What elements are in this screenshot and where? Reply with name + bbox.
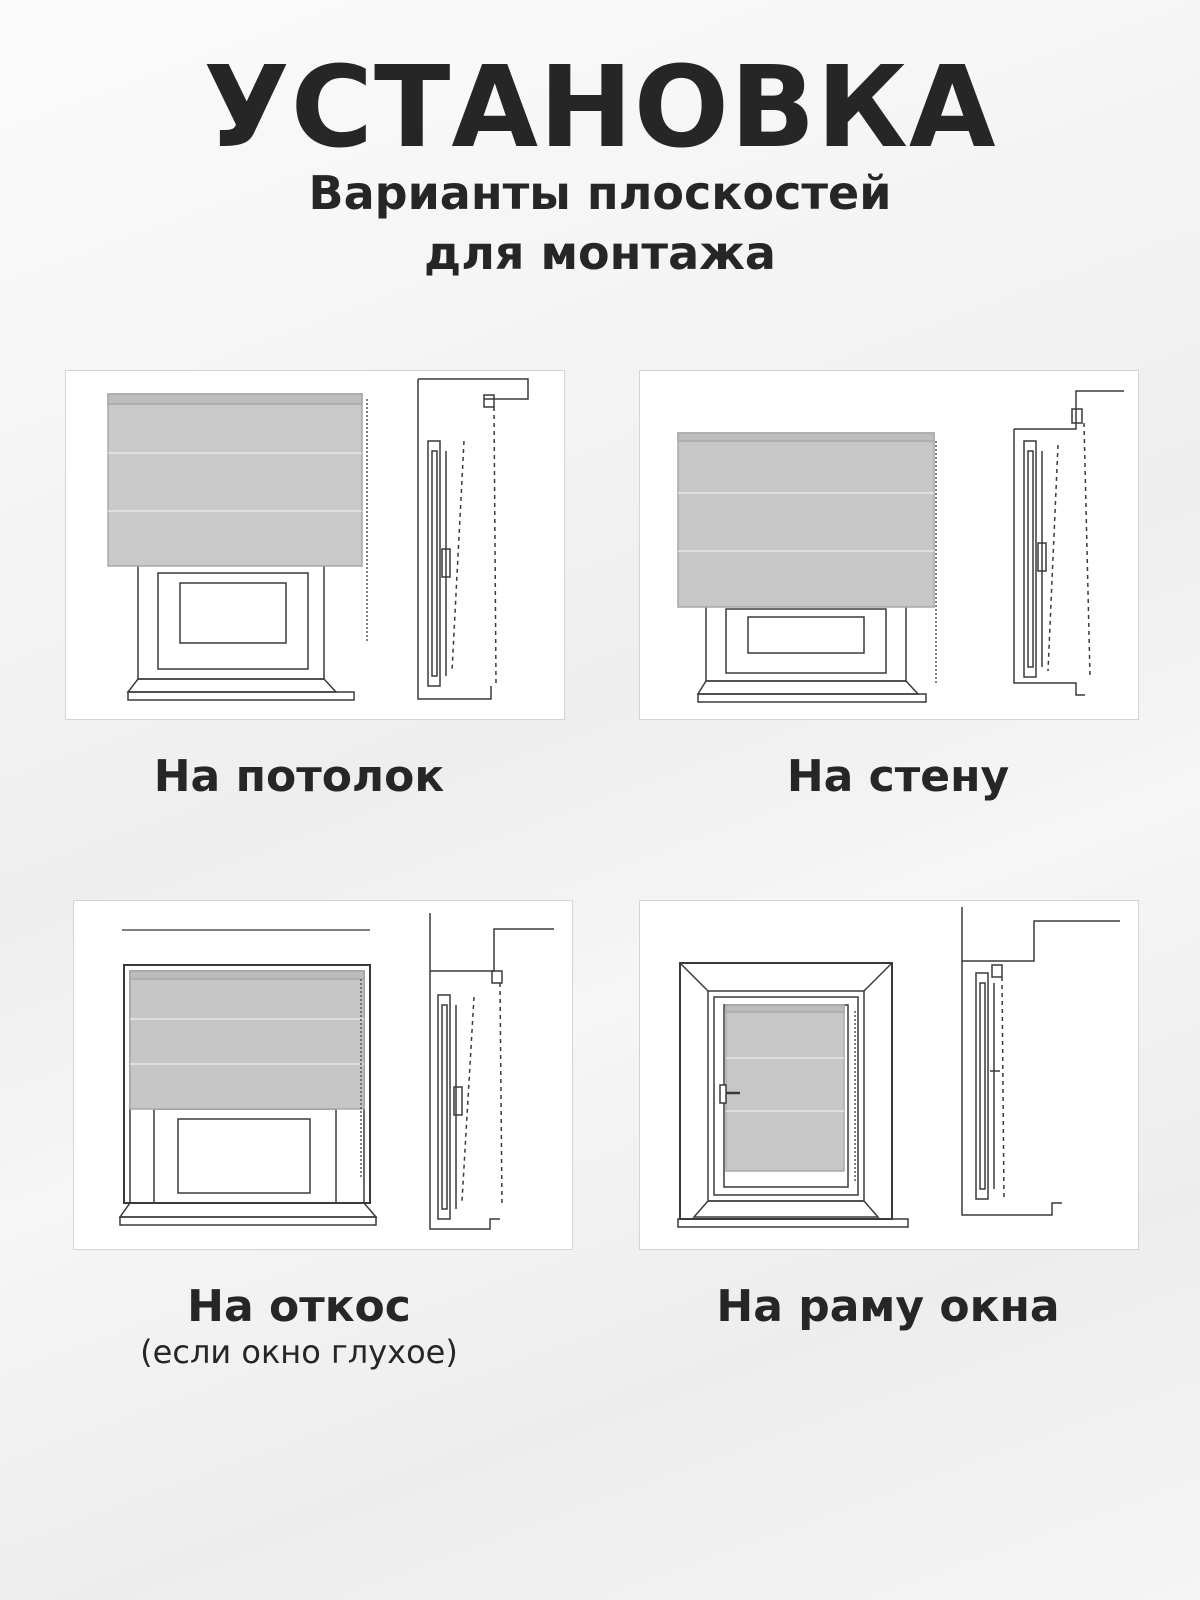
ceiling-mount-illustration [65, 370, 565, 720]
reveal-mount-illustration [73, 900, 573, 1250]
subtitle-line-1: Варианты плоскостей [308, 166, 892, 220]
window-front-view [128, 565, 354, 700]
side-section-view [430, 913, 554, 1229]
blind-fabric [108, 394, 362, 566]
option-label-reveal: На откос [187, 1281, 411, 1332]
page-subtitle [0, 163, 1200, 283]
frame-mount-illustration [639, 900, 1139, 1250]
option-note-reveal: (если окно глухое) [140, 1333, 458, 1371]
wall-mount-illustration [639, 370, 1139, 720]
blind-fabric [678, 433, 934, 607]
side-section-view [962, 907, 1120, 1215]
option-label-frame: На раму окна [716, 1281, 1060, 1332]
page-title: УСТАНОВКА [203, 43, 997, 173]
side-section-view [418, 379, 528, 699]
option-label-ceiling: На потолок [153, 751, 445, 802]
window-front-view [698, 601, 926, 702]
subtitle-line-2: для монтажа [424, 226, 776, 280]
blind-fabric [130, 971, 364, 1109]
side-section-view [1014, 391, 1124, 695]
blind-fabric [726, 1005, 844, 1171]
option-label-wall: На стену [786, 751, 1010, 802]
